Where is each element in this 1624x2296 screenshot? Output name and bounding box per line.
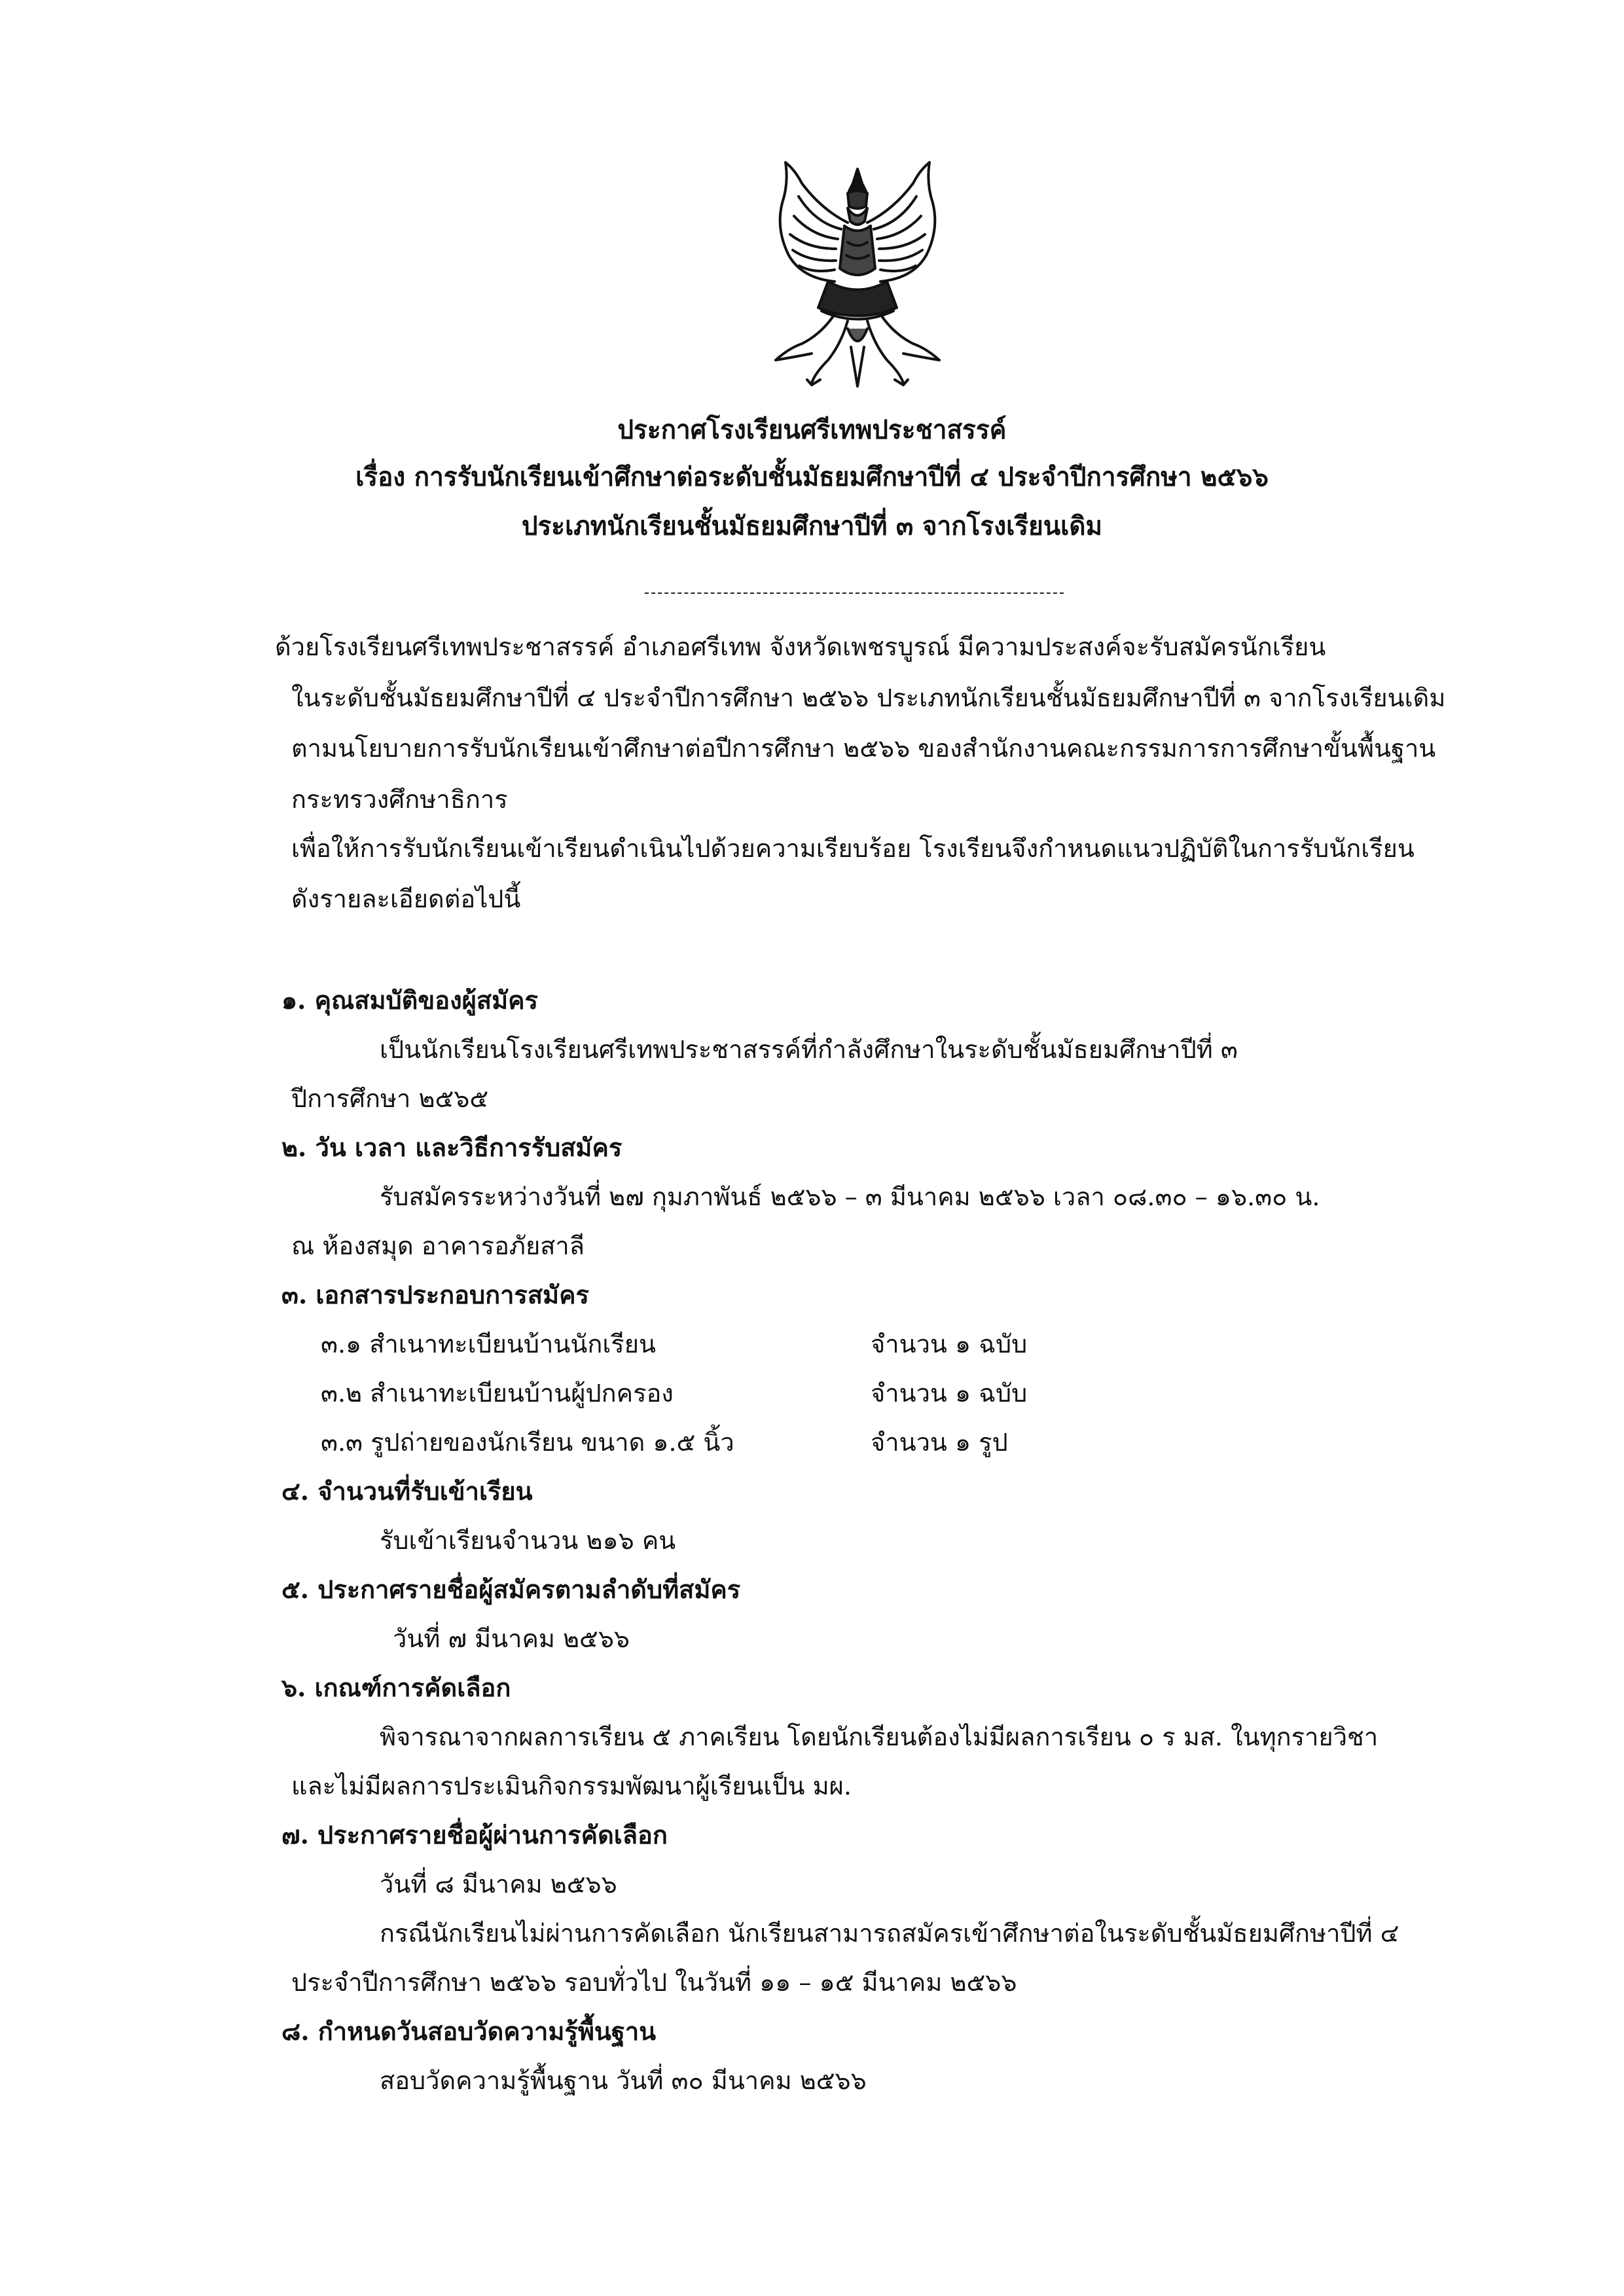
- section-2-text: รับสมัครระหว่างวันที่ ๒๗ กุมภาพันธ์ ๒๕๖๖ – ๓ มีนาคม ๒๕๖๖ เวลา ๐๘.๓๐ – ๑๖.๓๐ น.: [380, 1182, 1320, 1211]
- document-item-label: ๓.๑ สำเนาทะเบียนบ้านนักเรียน: [321, 1330, 656, 1358]
- section-2-heading: ๒. วัน เวลา และวิธีการรับสมัคร: [281, 1133, 623, 1162]
- section-7-text: วันที่ ๘ มีนาคม ๒๕๖๖: [380, 1870, 617, 1899]
- intro-paragraph-line: ดังรายละเอียดต่อไปนี้: [291, 884, 521, 913]
- section-2-text: ณ ห้องสมุด อาคารอภัยสาลี: [291, 1231, 585, 1260]
- section-5-text: วันที่ ๗ มีนาคม ๒๕๖๖: [393, 1624, 630, 1653]
- section-7-text: ประจำปีการศึกษา ๒๕๖๖ รอบทั่วไป ในวันที่ ๑๑ – ๑๕ มีนาคม ๒๕๖๖: [291, 1968, 1017, 1997]
- garuda-emblem: [749, 157, 965, 390]
- intro-paragraph-line: ตามนโยบายการรับนักเรียนเข้าศึกษาต่อปีการศึกษา ๒๕๖๖ ของสำนักงานคณะกรรมการการศึกษาขั้นพื้นฐาน: [291, 734, 1436, 763]
- heading-divider: [645, 592, 1064, 594]
- intro-paragraph-line: ในระดับชั้นมัธยมศึกษาปีที่ ๔ ประจำปีการศึกษา ๒๕๖๖ ประเภทนักเรียนชั้นมัธยมศึกษาปีที่ ๓ จากโรงเรียนเดิม: [291, 683, 1446, 712]
- document-item-quantity: จำนวน ๑ รูป: [871, 1428, 1008, 1457]
- section-1-text: เป็นนักเรียนโรงเรียนศรีเทพประชาสรรค์ที่กำลังศึกษาในระดับชั้นมัธยมศึกษาปีที่ ๓: [380, 1035, 1238, 1064]
- section-5-heading: ๕. ประกาศรายชื่อผู้สมัครตามลำดับที่สมัคร: [281, 1575, 741, 1604]
- section-4-heading: ๔. จำนวนที่รับเข้าเรียน: [281, 1476, 533, 1506]
- document-item-quantity: จำนวน ๑ ฉบับ: [871, 1330, 1028, 1358]
- section-3-heading: ๓. เอกสารประกอบการสมัคร: [281, 1280, 589, 1309]
- document-item-label: ๓.๒ สำเนาทะเบียนบ้านผู้ปกครอง: [321, 1379, 674, 1408]
- intro-paragraph-line: กระทรวงศึกษาธิการ: [291, 785, 508, 814]
- announcement-subject: เรื่อง การรับนักเรียนเข้าศึกษาต่อระดับชั้นมัธยมศึกษาปีที่ ๔ ประจำปีการศึกษา ๒๕๖๖: [355, 462, 1269, 492]
- announcement-title: ประกาศโรงเรียนศรีเทพประชาสรรค์: [617, 414, 1007, 445]
- section-1-text: ปีการศึกษา ๒๕๖๕: [291, 1084, 489, 1113]
- document-item-quantity: จำนวน ๑ ฉบับ: [871, 1379, 1028, 1408]
- document-item-label: ๓.๓ รูปถ่ายของนักเรียน ขนาด ๑.๕ นิ้ว: [321, 1428, 734, 1457]
- section-8-text: สอบวัดความรู้พื้นฐาน วันที่ ๓๐ มีนาคม ๒๕๖๖: [380, 2066, 867, 2095]
- section-1-heading: ๑. คุณสมบัติของผู้สมัคร: [281, 985, 538, 1015]
- section-8-heading: ๘. กำหนดวันสอบวัดความรู้พื้นฐาน: [281, 2016, 657, 2046]
- section-4-text: รับเข้าเรียนจำนวน ๒๑๖ คน: [380, 1526, 676, 1555]
- section-7-text: กรณีนักเรียนไม่ผ่านการคัดเลือก นักเรียนสามารถสมัครเข้าศึกษาต่อในระดับชั้นมัธยมศึกษาปีที่ ๔: [380, 1919, 1399, 1948]
- announcement-category: ประเภทนักเรียนชั้นมัธยมศึกษาปีที่ ๓ จากโรงเรียนเดิม: [521, 511, 1103, 541]
- section-6-text: พิจารณาจากผลการเรียน ๕ ภาคเรียน โดยนักเรียนต้องไม่มีผลการเรียน ๐ ร มส. ในทุกรายวิชา: [380, 1722, 1379, 1751]
- section-6-text: และไม่มีผลการประเมินกิจกรรมพัฒนาผู้เรียนเป็น มผ.: [291, 1772, 852, 1800]
- intro-paragraph-line: ด้วยโรงเรียนศรีเทพประชาสรรค์ อำเภอศรีเทพ จังหวัดเพชรบูรณ์ มีความประสงค์จะรับสมัครนักเรียน: [275, 632, 1326, 661]
- intro-paragraph-line: เพื่อให้การรับนักเรียนเข้าเรียนดำเนินไปด้วยความเรียบร้อย โรงเรียนจึงกำหนดแนวปฏิบัติในการรับนักเรียน: [291, 834, 1415, 863]
- section-7-heading: ๗. ประกาศรายชื่อผู้ผ่านการคัดเลือก: [281, 1820, 668, 1850]
- section-6-heading: ๖. เกณฑ์การคัดเลือก: [281, 1673, 511, 1702]
